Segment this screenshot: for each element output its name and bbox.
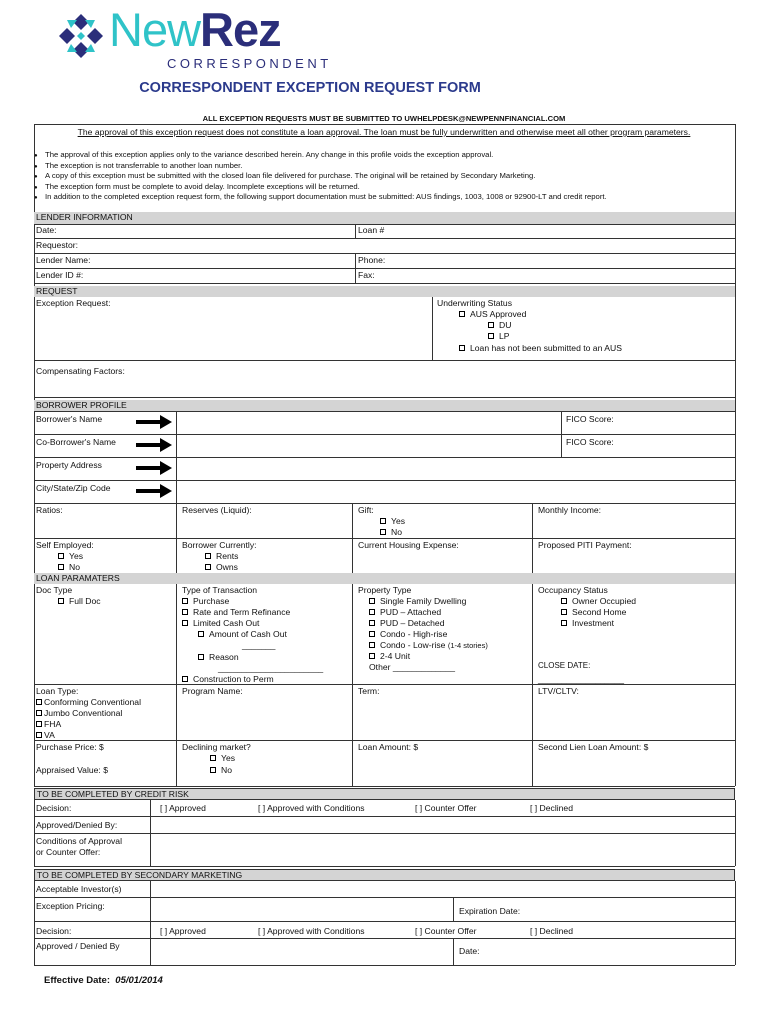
credit-approved-conditions-option[interactable]: [ ] Approved with Conditions <box>258 803 365 813</box>
fico-label: FICO Score: <box>566 414 614 424</box>
checkbox[interactable] <box>36 732 42 738</box>
borrower-name-label: Borrower's Name <box>36 414 103 424</box>
divider <box>352 503 353 573</box>
checkbox[interactable] <box>182 609 188 615</box>
construction-option[interactable]: Construction to Perm <box>182 674 274 685</box>
other-property-field[interactable]: Other _____________ <box>369 662 456 672</box>
borrower-currently-label: Borrower Currently: <box>182 540 257 550</box>
rents-option[interactable]: Rents <box>205 551 238 562</box>
piti-label: Proposed PITI Payment: <box>538 540 632 550</box>
close-date-label: CLOSE DATE: <box>538 661 591 670</box>
date-label: Date: <box>36 225 57 235</box>
checkbox[interactable] <box>36 710 42 716</box>
logo-wordmark: NewRez <box>109 3 281 56</box>
checkbox[interactable] <box>210 755 216 761</box>
section-secondary: TO BE COMPLETED BY SECONDARY MARKETING <box>34 869 735 881</box>
divider <box>355 224 356 238</box>
divider <box>176 584 177 786</box>
section-lender: LENDER INFORMATION <box>34 212 735 224</box>
second-home-option[interactable]: Second Home <box>561 607 626 618</box>
arrow-right-icon <box>136 438 172 452</box>
lender-id-label: Lender ID #: <box>36 270 84 280</box>
gift-yes-option[interactable]: Yes <box>380 516 405 527</box>
divider <box>34 921 735 922</box>
cash-out-blank[interactable]: _______ <box>242 640 276 650</box>
transaction-type-label: Type of Transaction <box>182 585 257 595</box>
conforming-option[interactable]: Conforming Conventional <box>36 697 141 708</box>
loan-type-label: Loan Type: <box>36 686 79 696</box>
condo-lowrise-option[interactable]: Condo - Low-rise (1-4 stories) <box>369 640 488 651</box>
divider <box>34 938 735 939</box>
divider <box>34 253 735 254</box>
gift-label: Gift: <box>358 505 374 515</box>
divider <box>176 503 177 573</box>
doc-type-label: Doc Type <box>36 585 73 595</box>
uw-status-label: Underwriting Status <box>437 298 512 308</box>
declining-yes-option[interactable]: Yes <box>210 753 235 764</box>
declining-market-label: Declining market? <box>182 742 251 752</box>
loan-amount-label: Loan Amount: $ <box>358 742 419 752</box>
divider <box>532 503 533 573</box>
divider <box>735 800 736 866</box>
credit-approved-option[interactable]: [ ] Approved <box>160 803 206 813</box>
purchase-option[interactable]: Purchase <box>182 596 229 607</box>
full-doc-option[interactable]: Full Doc <box>58 596 101 607</box>
checkbox[interactable] <box>369 620 375 626</box>
expiration-date-label: Expiration Date: <box>459 906 521 916</box>
rule-item: ● The exception form must be complete to avoid delay. Incomplete exceptions will be returned. <box>34 182 734 193</box>
divider <box>150 881 151 965</box>
divider <box>34 411 735 412</box>
checkbox[interactable] <box>198 631 204 637</box>
checkbox[interactable] <box>198 654 204 660</box>
secondary-counter-offer-option[interactable]: [ ] Counter Offer <box>415 926 477 936</box>
conditions-label: Conditions of Approval <box>36 836 122 846</box>
purchase-price-label: Purchase Price: $ <box>36 742 104 752</box>
occupancy-label: Occupancy Status <box>538 585 608 595</box>
amount-cash-out-option[interactable]: Amount of Cash Out <box>198 629 287 640</box>
checkbox[interactable] <box>488 322 494 328</box>
rules-list <box>34 150 734 203</box>
arrow-right-icon <box>136 415 172 429</box>
monthly-income-label: Monthly Income: <box>538 505 602 515</box>
divider <box>735 881 736 965</box>
checkbox[interactable] <box>369 631 375 637</box>
divider <box>34 786 735 787</box>
divider <box>532 584 533 786</box>
checkbox[interactable] <box>488 333 494 339</box>
effective-date: Effective Date: 05/01/2014 <box>44 975 163 986</box>
approval-note: The approval of this exception request does not constitute a loan approval. The loan must be fully underwritten and otherwise meet all other program parameters. <box>77 127 691 137</box>
second-lien-label: Second Lien Loan Amount: $ <box>538 742 649 752</box>
aus-approved-option[interactable]: AUS Approved <box>459 309 526 320</box>
checkbox[interactable] <box>205 553 211 559</box>
self-employed-label: Self Employed: <box>36 540 94 550</box>
reserves-label: Reserves (Liquid): <box>182 505 252 515</box>
divider <box>34 833 735 834</box>
condo-highrise-option[interactable]: Condo - High-rise <box>369 629 447 640</box>
owner-occupied-option[interactable]: Owner Occupied <box>561 596 636 607</box>
coborrower-name-label: Co-Borrower's Name <box>36 437 116 447</box>
divider <box>34 224 735 225</box>
lp-option[interactable]: LP <box>488 331 510 342</box>
checkbox[interactable] <box>369 609 375 615</box>
frame-right <box>735 124 736 786</box>
appraised-value-label: Appraised Value: $ <box>36 765 108 775</box>
checkbox[interactable] <box>459 311 465 317</box>
divider <box>34 740 735 741</box>
exception-pricing-label: Exception Pricing: <box>36 901 105 911</box>
checkbox[interactable] <box>182 620 188 626</box>
ltv-label: LTV/CLTV: <box>538 686 579 696</box>
divider <box>34 124 735 125</box>
section-loan: LOAN PARAMATERS <box>34 573 735 584</box>
investment-option[interactable]: Investment <box>561 618 614 629</box>
no-aus-option[interactable]: Loan has not been submitted to an AUS <box>459 343 622 354</box>
section-credit-risk: TO BE COMPLETED BY CREDIT RISK <box>34 788 735 800</box>
rule-item: ● The approval of this exception applies only to the variance described herein. Any change in this profile voids the exception approval. <box>34 150 734 161</box>
checkbox[interactable] <box>561 598 567 604</box>
checkbox[interactable] <box>380 518 386 524</box>
divider <box>34 816 735 817</box>
divider <box>453 897 454 921</box>
fha-option[interactable]: FHA <box>36 719 61 730</box>
loan-number-label: Loan # <box>358 225 385 235</box>
checkbox[interactable] <box>369 642 375 648</box>
divider <box>34 897 735 898</box>
phone-label: Phone: <box>358 255 386 265</box>
compensating-factors-label: Compensating Factors: <box>36 366 125 376</box>
pud-detached-option[interactable]: PUD – Detached <box>369 618 445 629</box>
divider <box>34 360 735 361</box>
divider <box>34 238 735 239</box>
self-employed-yes[interactable]: Yes <box>58 551 83 562</box>
divider <box>34 283 735 284</box>
fico-label: FICO Score: <box>566 437 614 447</box>
reason-option[interactable]: Reason <box>198 652 239 663</box>
ratios-label: Ratios: <box>36 505 63 515</box>
checkbox[interactable] <box>369 598 375 604</box>
rule-item: ● In addition to the completed exception request form, the following support documentation must be submitted: AUS findings, 1003, 1008 or 92900-LT and credit report. <box>34 192 734 203</box>
credit-declined-option[interactable]: [ ] Declined <box>530 803 573 813</box>
divider <box>432 297 433 360</box>
credit-counter-offer-option[interactable]: [ ] Counter Offer <box>415 803 477 813</box>
property-address-label: Property Address <box>36 460 102 470</box>
credit-decision-label: Decision: <box>36 803 72 813</box>
close-date-field[interactable]: __________________ <box>538 674 625 684</box>
checkbox[interactable] <box>58 553 64 559</box>
submission-notice: ALL EXCEPTION REQUESTS MUST BE SUBMITTED TO UWHELPDESK@NEWPENNFINANCIAL.COM <box>202 114 566 123</box>
divider <box>352 584 353 786</box>
two-four-unit-option[interactable]: 2-4 Unit <box>369 651 410 662</box>
owns-option[interactable]: Owns <box>205 562 238 573</box>
jumbo-option[interactable]: Jumbo Conventional <box>36 708 122 719</box>
checkbox[interactable] <box>561 620 567 626</box>
divider <box>34 480 735 481</box>
divider <box>34 503 735 504</box>
checkbox[interactable] <box>182 598 188 604</box>
checkbox[interactable] <box>459 345 465 351</box>
investors-label: Acceptable Investor(s) <box>36 884 122 894</box>
conditions-label-2: or Counter Offer: <box>36 847 101 857</box>
divider <box>34 434 735 435</box>
requestor-label: Requestor: <box>36 240 79 250</box>
rule-item: ● A copy of this exception must be submitted with the closed loan file delivered for purchase. The original will be retained by Secondary Marketing. <box>34 171 734 182</box>
divider <box>176 411 177 503</box>
secondary-decision-label: Decision: <box>36 926 72 936</box>
self-employed-no[interactable]: No <box>58 562 80 573</box>
divider <box>34 397 735 398</box>
logo-subtitle: CORRESPONDENT <box>167 56 332 71</box>
section-request: REQUEST <box>34 286 735 297</box>
rate-term-option[interactable]: Rate and Term Refinance <box>182 607 290 618</box>
lender-name-label: Lender Name: <box>36 255 91 265</box>
newrez-logo <box>57 3 357 76</box>
divider <box>34 268 735 269</box>
checkbox[interactable] <box>36 699 42 705</box>
secondary-approved-conditions-option[interactable]: [ ] Approved with Conditions <box>258 926 365 936</box>
du-option[interactable]: DU <box>488 320 511 331</box>
credit-approved-by-label: Approved/Denied By: <box>36 820 118 830</box>
declining-no-option[interactable]: No <box>210 765 232 776</box>
va-option[interactable]: VA <box>36 730 55 741</box>
property-type-label: Property Type <box>358 585 412 595</box>
divider <box>453 938 454 965</box>
gift-no-option[interactable]: No <box>380 527 402 538</box>
program-name-label: Program Name: <box>182 686 243 696</box>
divider <box>34 684 735 685</box>
pud-attached-option[interactable]: PUD – Attached <box>369 607 441 618</box>
divider <box>34 965 735 966</box>
checkbox[interactable] <box>369 653 375 659</box>
secondary-date-label: Date: <box>459 946 480 956</box>
secondary-approved-by-label: Approved / Denied By <box>36 941 120 951</box>
section-borrower: BORROWER PROFILE <box>34 400 735 411</box>
checkbox[interactable] <box>182 676 188 682</box>
checkbox[interactable] <box>561 609 567 615</box>
housing-expense-label: Current Housing Expense: <box>358 540 459 550</box>
checkbox[interactable] <box>58 598 64 604</box>
form-title: CORRESPONDENT EXCEPTION REQUEST FORM <box>139 80 481 96</box>
secondary-approved-option[interactable]: [ ] Approved <box>160 926 206 936</box>
fax-label: Fax: <box>358 270 375 280</box>
divider <box>34 457 735 458</box>
divider <box>34 800 35 866</box>
divider <box>34 538 735 539</box>
reason-blank[interactable]: ______________________ <box>218 663 324 673</box>
divider <box>34 881 35 965</box>
checkbox[interactable] <box>205 564 211 570</box>
checkbox[interactable] <box>36 721 42 727</box>
arrow-right-icon <box>136 461 172 475</box>
checkbox[interactable] <box>380 529 386 535</box>
divider <box>561 411 562 457</box>
city-state-zip-label: City/State/Zip Code <box>36 483 111 493</box>
exception-request-label: Exception Request: <box>36 298 111 308</box>
checkbox[interactable] <box>58 564 64 570</box>
checkbox[interactable] <box>210 767 216 773</box>
term-label: Term: <box>358 686 380 696</box>
sfd-option[interactable]: Single Family Dwelling <box>369 596 466 607</box>
logo-mark-icon <box>57 12 105 60</box>
arrow-right-icon <box>136 484 172 498</box>
divider <box>150 800 151 866</box>
divider <box>34 866 735 867</box>
secondary-declined-option[interactable]: [ ] Declined <box>530 926 573 936</box>
rule-item: ● The exception is not transferrable to another loan number. <box>34 161 734 172</box>
limited-cash-out-option[interactable]: Limited Cash Out <box>182 618 259 629</box>
